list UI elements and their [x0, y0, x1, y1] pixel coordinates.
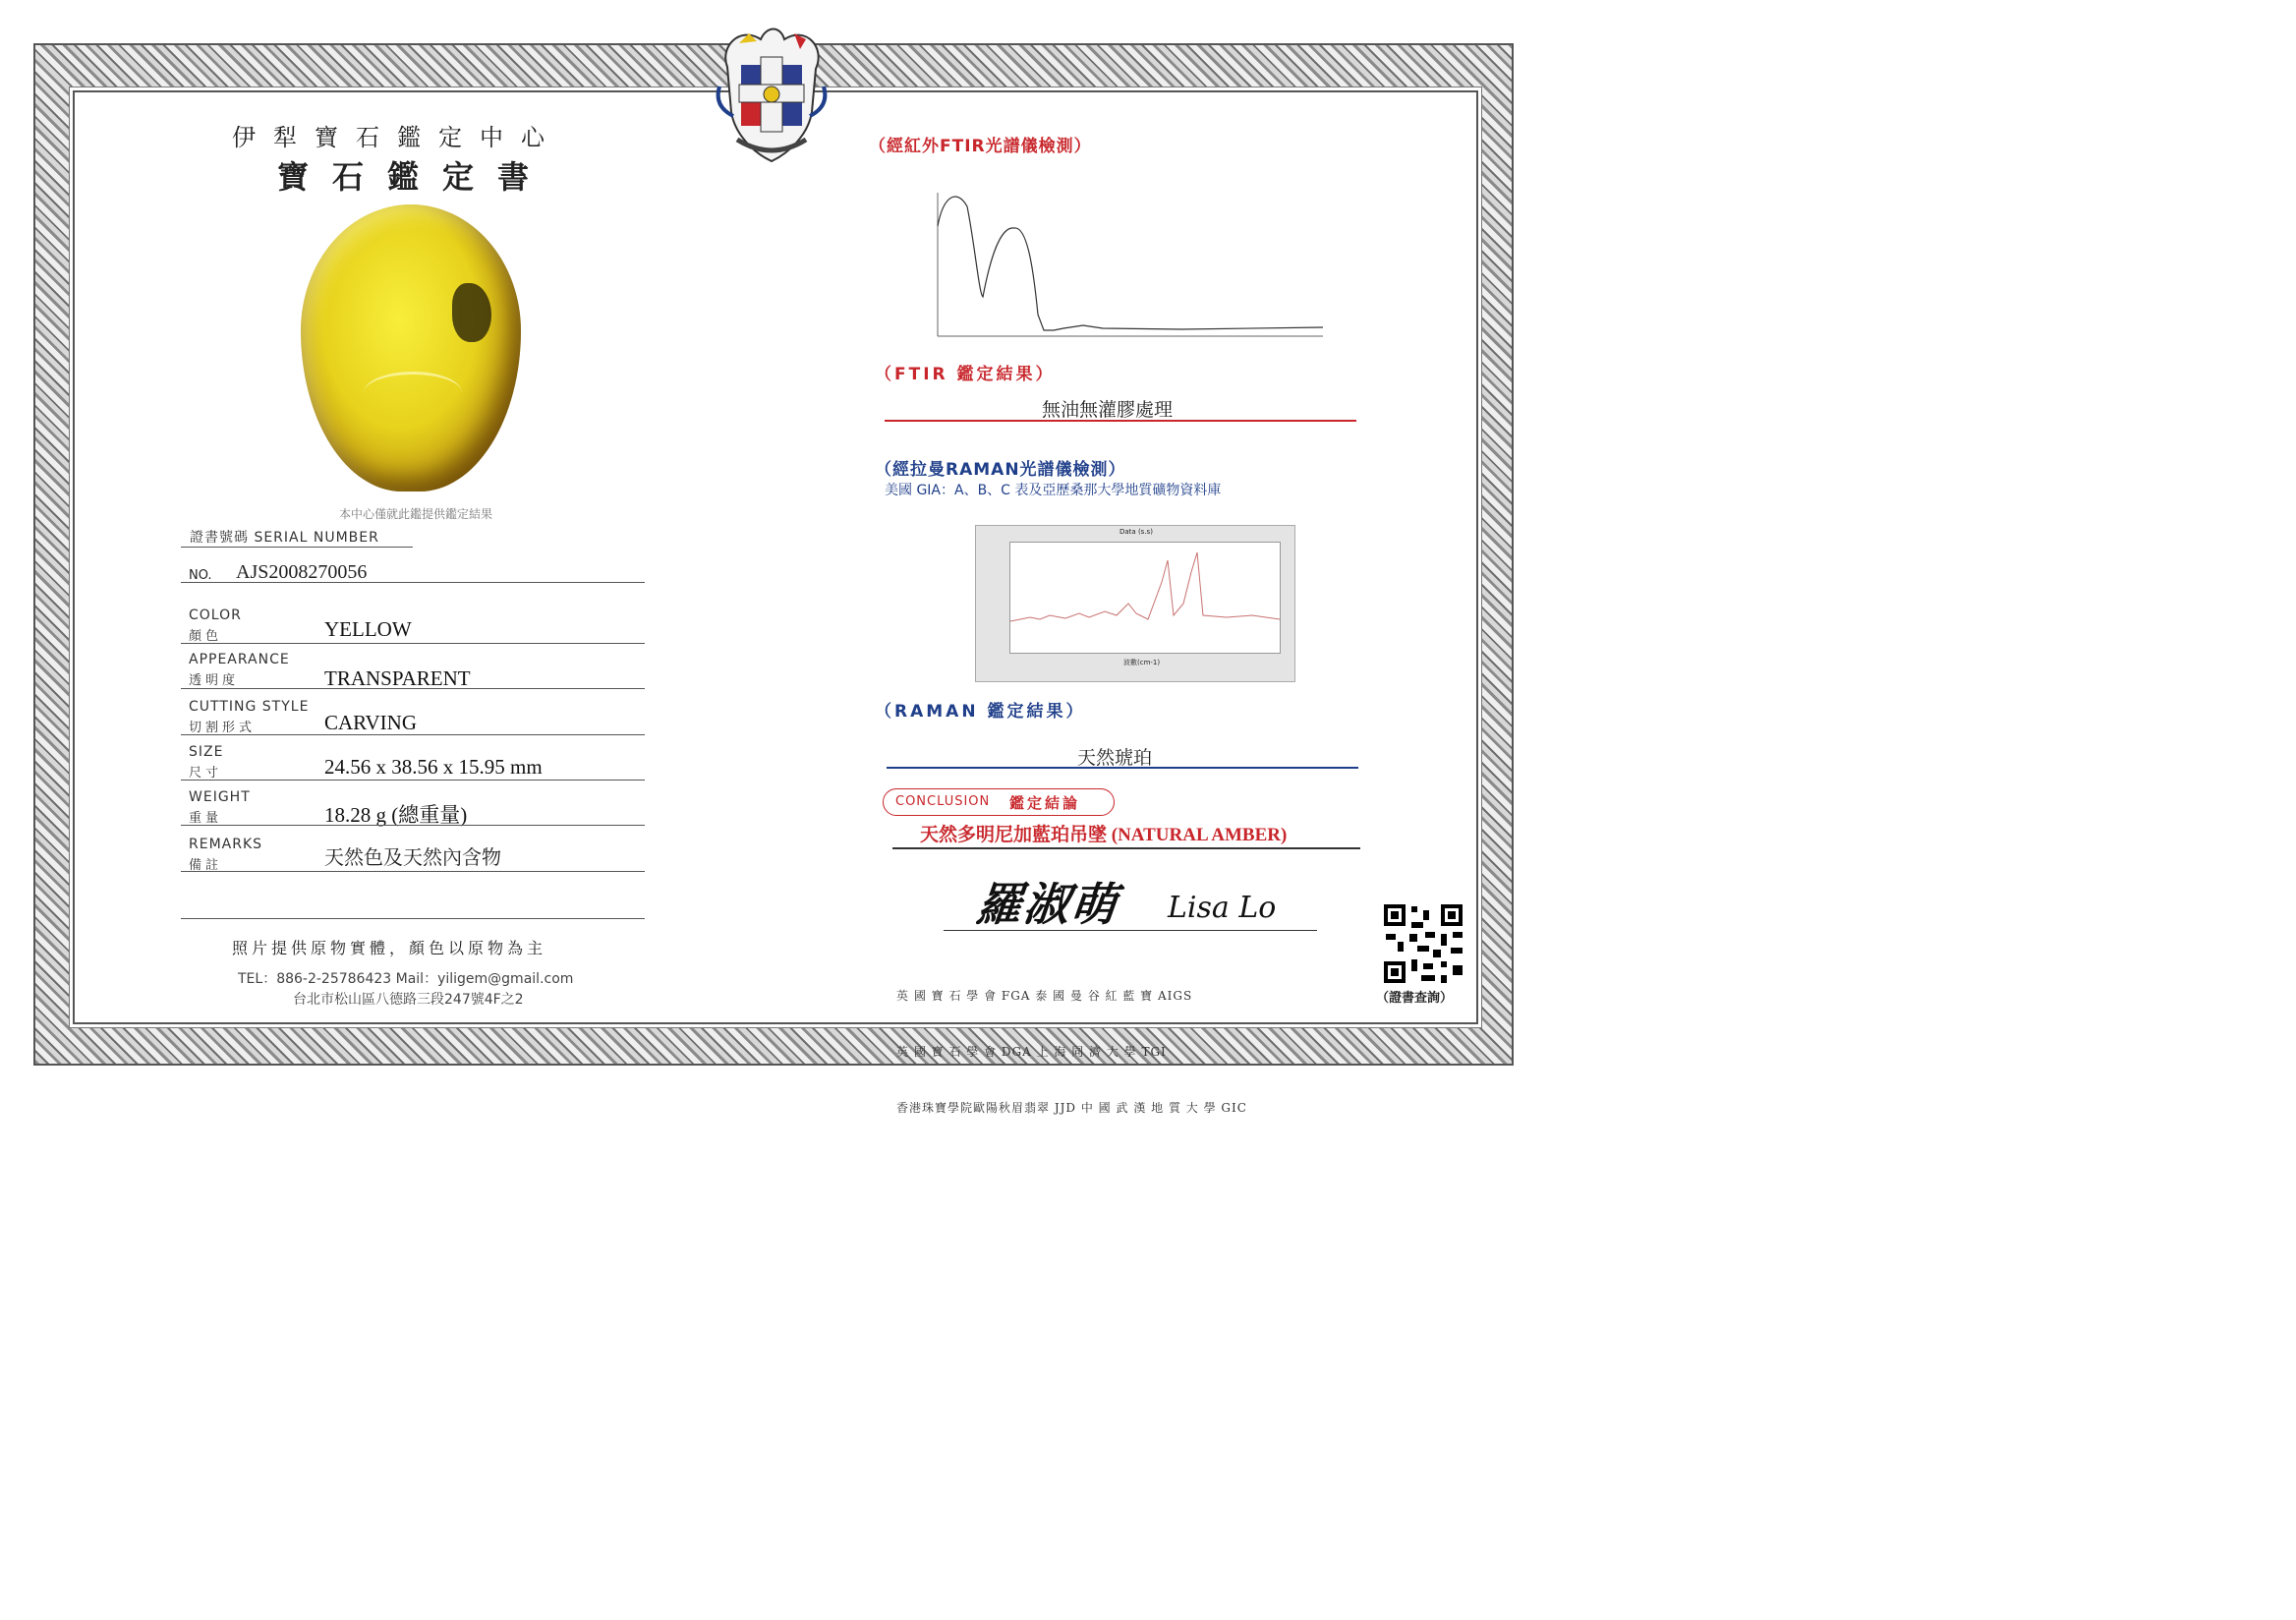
credential-line: 香港珠寶學院歐陽秋眉翡翠 JJD 中 國 武 漢 地 質 大 學 GIC	[896, 1101, 1247, 1115]
raman-spectrum-line	[1010, 543, 1280, 653]
weight-label-zh: 重量	[189, 811, 223, 826]
serial-number: AJS2008270056	[236, 561, 368, 583]
raman-result-heading: （RAMAN 鑑定結果）	[875, 702, 1086, 722]
ftir-heading: （經紅外FTIR光譜儀檢測）	[869, 137, 1092, 156]
remarks-label-zh: 備註	[189, 858, 223, 873]
appearance-value: TRANSPARENT	[324, 666, 471, 690]
raman-chart-title: Data (s.s)	[1119, 528, 1153, 536]
size-value: 24.56 x 38.56 x 15.95 mm	[324, 755, 543, 779]
signature-english: Lisa Lo	[1168, 891, 1277, 925]
color-label-zh: 顏色	[189, 629, 223, 644]
size-label-zh: 尺寸	[189, 766, 223, 781]
raman-heading: （經拉曼RAMAN光譜儀檢測）	[875, 460, 1126, 480]
weight-value: 18.28 g (總重量)	[324, 803, 468, 827]
contact-info: TEL：886-2-25786423 Mail：yiligem@gmail.com	[238, 971, 574, 987]
raman-spectrum-panel	[975, 525, 1295, 682]
document-title: 寶石鑑定書	[277, 158, 553, 196]
center-name: 伊犁寶石鑑定中心	[232, 124, 562, 151]
remarks-label: REMARKS	[189, 837, 263, 852]
photo-caption: 本中心僅就此鑑提供鑑定結果	[339, 507, 493, 521]
qr-code[interactable]	[1382, 902, 1464, 985]
photo-note: 照片提供原物實體，顏色以原物為主	[232, 939, 547, 957]
color-label: COLOR	[189, 608, 242, 623]
raman-result: 天然琥珀	[1077, 747, 1153, 769]
address: 台北市松山區八德路三段247號4F之2	[293, 992, 524, 1008]
ftir-result: 無油無灌膠處理	[1042, 399, 1174, 421]
conclusion-badge	[883, 788, 1115, 816]
qr-caption: （證書查詢）	[1376, 991, 1454, 1006]
credentials-block	[896, 950, 1247, 1136]
coat-of-arms-emblem	[710, 18, 833, 165]
conclusion-label-en: CONCLUSION	[895, 794, 991, 809]
serial-number-label: 證書號碼 SERIAL NUMBER	[190, 530, 379, 546]
weight-label: WEIGHT	[189, 789, 251, 805]
credential-line: 英 國 寶 石 學 會 FGA 泰 國 曼 谷 紅 藍 寶 AIGS	[896, 989, 1193, 1003]
appearance-label-zh: 透明度	[189, 673, 240, 688]
signature-chinese: 羅淑萌	[973, 878, 1121, 931]
ftir-result-heading: （FTIR 鑑定結果）	[875, 365, 1056, 384]
appearance-label: APPEARANCE	[189, 652, 290, 667]
conclusion-text: 天然多明尼加藍珀吊墜 (NATURAL AMBER)	[920, 825, 1288, 845]
carving-detail	[364, 372, 462, 414]
credential-line: 英 國 寶 石 學 會 DGA 上 海 同 濟 大 學 TGI	[896, 1045, 1167, 1059]
remarks-value: 天然色及天然內含物	[324, 845, 501, 869]
cutting-style-label-zh: 切割形式	[189, 721, 257, 735]
raman-database-note: 美國 GIA：A、B、C 表及亞歷桑那大學地質礦物資料庫	[885, 483, 1222, 498]
size-label: SIZE	[189, 744, 224, 760]
raman-x-axis-label: 波數(cm-1)	[1123, 659, 1161, 666]
ftir-spectrum-chart	[926, 187, 1331, 344]
color-value: YELLOW	[324, 617, 412, 641]
conclusion-label-zh: 鑑定結論	[1009, 794, 1081, 812]
cutting-style-value: CARVING	[324, 711, 417, 734]
amber-pendant-photo	[301, 204, 521, 492]
cutting-style-label: CUTTING STYLE	[189, 699, 310, 715]
inclusion-spot	[452, 283, 491, 342]
serial-no-label: NO.	[189, 568, 212, 583]
raman-plot-area	[1009, 542, 1281, 654]
